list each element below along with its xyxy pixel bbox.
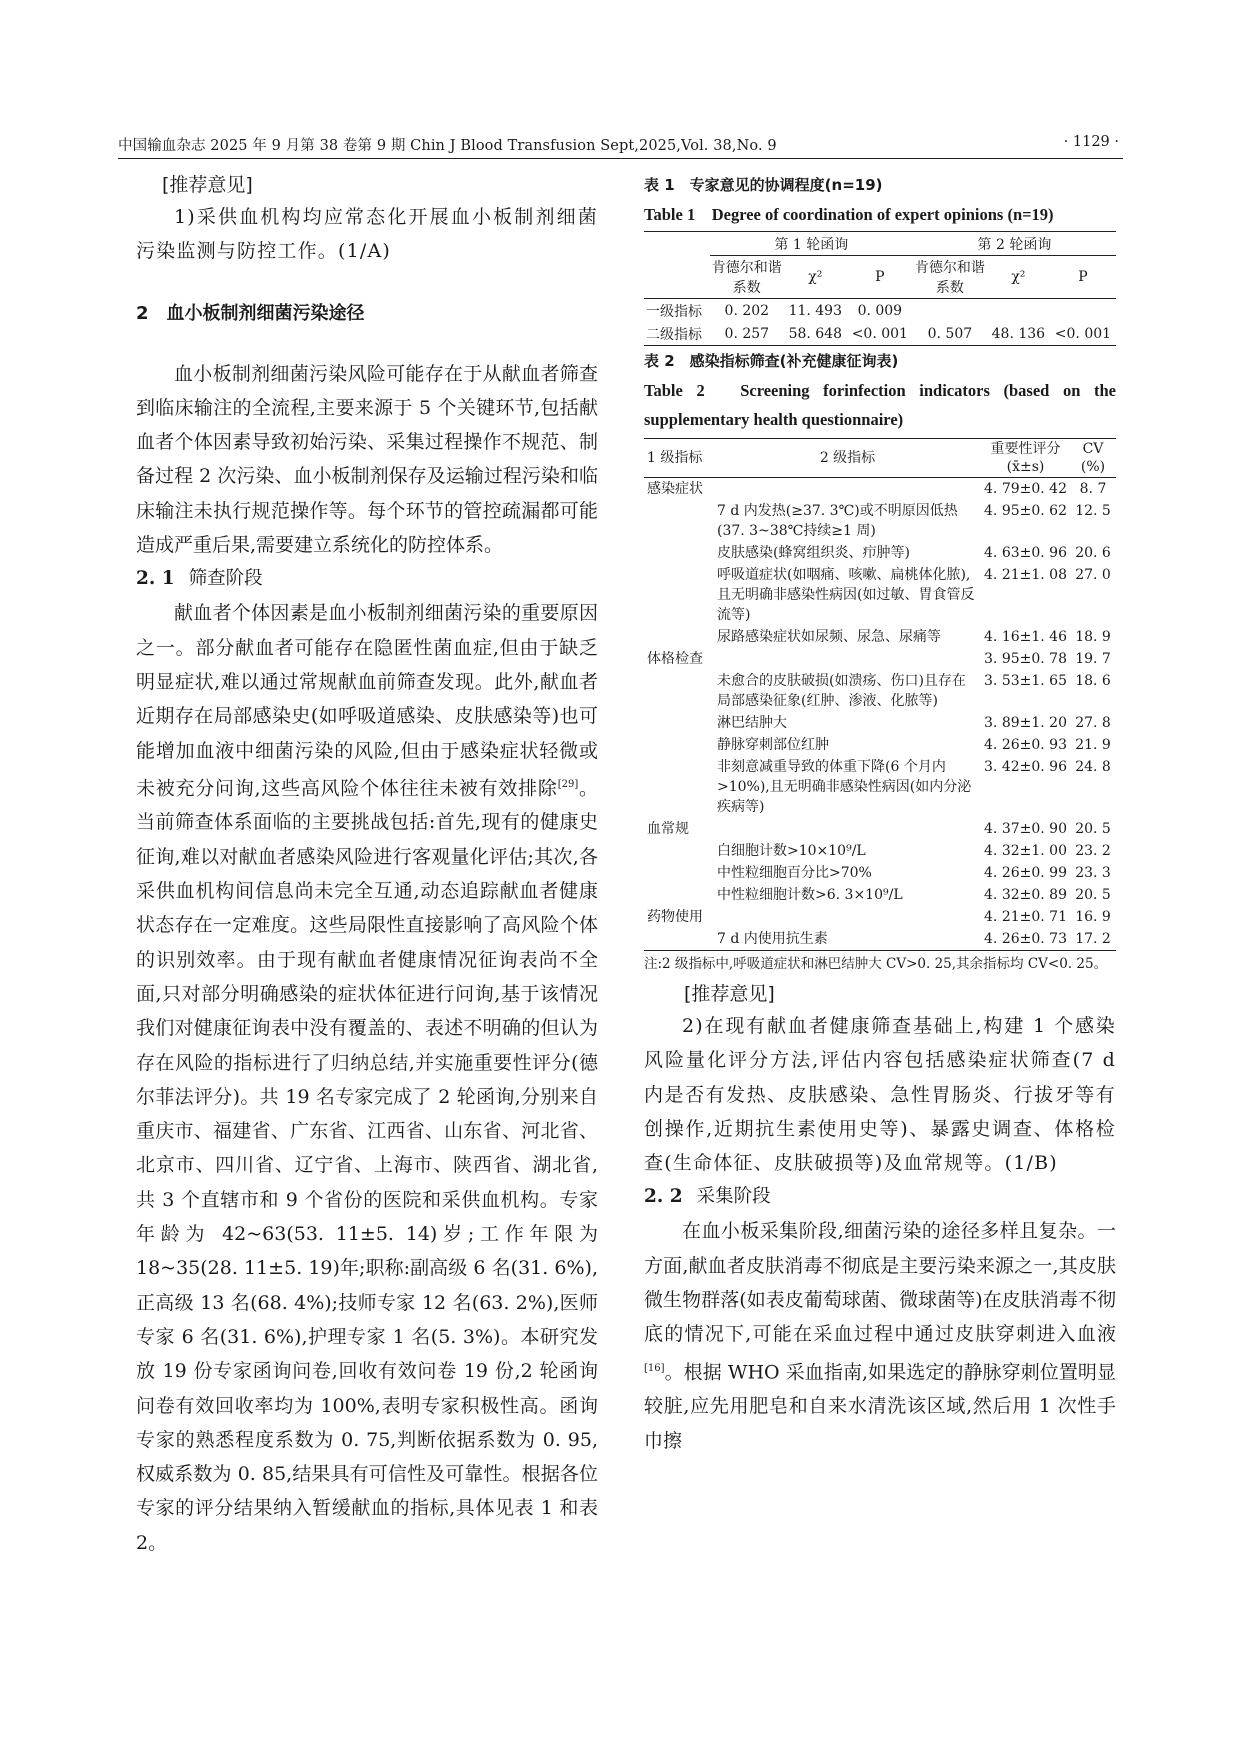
round1-header: 第 1 轮函询 [710, 232, 913, 256]
paragraph-intro: 血小板制剂细菌污染风险可能存在于从献血者筛查到临床输注的全流程,主要来源于 5 个关键环节,包括献血者个体因素导致初始污染、采集过程操作不规范、制备过程 2 次污染、血小板制剂保存及运输过程污染和临床输注未执行规范操作等。每个环节的管控疏漏都可能造成严重后果,需要建立系统化的防控体系。 [136, 362, 598, 557]
level1-cell [644, 734, 714, 756]
cv-cell: 20. 6 [1075, 545, 1111, 561]
cv-cell: 27. 8 [1075, 715, 1111, 731]
level2-cell: 非刻意减重导致的体重下降(6 个月内>10%),且无明确非感染性病因(如内分泌疾病等) [717, 759, 972, 815]
score-cell: 4. 37±0. 90 [984, 821, 1067, 837]
score-cell: 4. 26±0. 99 [984, 865, 1067, 881]
level2-cell: 中性粒细胞计数>6. 3×10⁹/L [717, 887, 903, 903]
col-p: P [1050, 256, 1116, 299]
table2-row [644, 862, 1116, 884]
col-kendall: 肯德尔和谐系数 [710, 256, 784, 299]
level1-cell [644, 840, 714, 862]
table-2 [644, 438, 1116, 951]
table2-caption-cn: 表 2 感染指标筛查(补充健康征询表) [644, 352, 899, 370]
table-cell: 48. 136 [991, 325, 1046, 342]
subsection-title: 筛查阶段 [188, 568, 263, 590]
recommendation-1: 1)采供血机构均应常态化开展血小板制剂细菌污染监测与防控工作。(1/A) [136, 206, 598, 263]
level2-cell: 呼吸道症状(如咽痛、咳嗽、扁桃体化脓),且无明确非感染性病因(如过敏、胃食管反流等) [717, 567, 975, 623]
table-cell: 58. 648 [788, 325, 842, 342]
cv-cell: 19. 7 [1075, 651, 1111, 667]
table2-row [644, 500, 1116, 542]
cv-cell: 24. 8 [1075, 759, 1111, 775]
paragraph-text: 在血小板采集阶段,细菌污染的途径多样且复杂。一方面,献血者皮肤消毒不彻底是主要污染来源之一,其皮肤微生物群落(如表皮葡萄球菌、微球菌等)在皮肤消毒不彻底的情况下,可能在采血过程中通过皮肤穿刺进入血液 [644, 1220, 1116, 1346]
citation-ref[interactable]: [29] [557, 778, 579, 790]
score-cell: 4. 79±0. 42 [984, 481, 1067, 497]
col-score: 重要性评分 (x̄±s) [981, 439, 1070, 478]
paragraph-screening [136, 596, 598, 1560]
level2-cell: 7 d 内使用抗生素 [717, 931, 828, 947]
level1-cell: 血常规 [647, 821, 689, 837]
cv-cell: 23. 3 [1075, 865, 1111, 881]
table-cell [913, 299, 987, 323]
cv-cell: 27. 0 [1075, 567, 1111, 583]
score-cell: 4. 26±0. 93 [984, 737, 1067, 753]
table2-row [644, 818, 1116, 840]
subsection-title: 采集阶段 [696, 1186, 771, 1208]
table2-row [644, 670, 1116, 712]
table2-row [644, 928, 1116, 951]
table2-caption-en: Table 2 Screening forinfection indicators (based on the supplementary health questionnaire) [644, 381, 1116, 429]
row-label: 二级指标 [646, 326, 702, 343]
score-cell: 4. 32±1. 00 [984, 843, 1067, 859]
table-cell: 0. 507 [927, 325, 973, 342]
cv-cell: 20. 5 [1075, 887, 1111, 903]
level1-cell [644, 670, 714, 712]
level1-cell [644, 884, 714, 906]
score-cell: 4. 21±1. 08 [984, 567, 1067, 583]
table-cell: 0. 202 [724, 302, 770, 319]
subsection-number: 2. 1 [136, 568, 175, 590]
level2-cell [714, 478, 981, 501]
level1-cell [644, 542, 714, 564]
col-chi: χ² [987, 256, 1050, 299]
col-p: P [847, 256, 913, 299]
cv-cell: 18. 6 [1075, 673, 1111, 689]
table2-row [644, 840, 1116, 862]
cv-cell: 23. 2 [1075, 843, 1111, 859]
cv-cell: 8. 7 [1079, 481, 1107, 497]
paragraph-text: 。根据 WHO 采血指南,如果选定的静脉穿刺位置明显较脏,应先用肥皂和自来水清洗该区域,然后用 1 次性手巾擦 [644, 1361, 1116, 1452]
table-cell [987, 299, 1050, 323]
subsection-number: 2. 2 [644, 1186, 683, 1208]
col-cv: CV (%) [1070, 439, 1116, 478]
level2-cell: 中性粒细胞百分比>70% [717, 865, 872, 881]
table2-row [644, 906, 1116, 928]
level1-cell: 药物使用 [647, 909, 703, 925]
score-cell: 3. 95±0. 78 [984, 651, 1067, 667]
table2-row [644, 712, 1116, 734]
level2-cell: 白细胞计数>10×10⁹/L [717, 843, 866, 859]
table2-row [644, 542, 1116, 564]
level2-cell [714, 648, 981, 670]
cv-cell: 12. 5 [1075, 503, 1111, 519]
paragraph-text: 献血者个体因素是血小板制剂细菌污染的重要原因之一。部分献血者可能存在隐匿性菌血症,但由于缺乏明显症状,难以通过常规献血前筛查发现。此外,献血者近期存在局部感染史(如呼吸道感染、皮肤感染等)也可能增加血液中细菌污染的风险,但由于感染症状轻微或未被充分问询,这些高风险个体往往未被有效排除 [136, 602, 598, 800]
col-level1: 1 级指标 [644, 439, 714, 478]
level1-cell: 体格检查 [647, 651, 703, 667]
table-cell: <0. 001 [851, 325, 908, 342]
level2-cell: 静脉穿刺部位红肿 [717, 737, 829, 753]
level2-cell [714, 906, 981, 928]
page-number: · 1129 · [1063, 134, 1119, 150]
level1-cell [644, 626, 714, 648]
row-label: 一级指标 [646, 303, 702, 320]
table1-row [644, 322, 1116, 346]
table-1 [644, 231, 1116, 346]
score-cell: 3. 42±0. 96 [984, 759, 1067, 775]
cv-cell: 18. 9 [1075, 629, 1111, 645]
left-column [136, 170, 598, 1560]
journal-citation: 中国输血杂志 2025 年 9 月第 38 卷第 9 期 Chin J Blood Transfusion Sept,2025,Vol. 38,No. 9 [118, 138, 777, 154]
level1-cell [644, 756, 714, 818]
table2-row [644, 734, 1116, 756]
level1-cell [644, 564, 714, 626]
paragraph-collection [644, 1214, 1116, 1457]
table2-row [644, 478, 1116, 501]
table1-caption-en: Table 1 Degree of coordination of expert opinions (n=19) [644, 205, 1054, 224]
section-title: 2 血小板制剂细菌污染途径 [136, 302, 365, 324]
score-cell: 4. 32±0. 89 [984, 887, 1067, 903]
citation-ref[interactable]: [16] [644, 1362, 665, 1374]
level1-cell [644, 862, 714, 884]
level2-cell: 未愈合的皮肤破损(如溃疡、伤口)且存在局部感染征象(红肿、渗液、化脓等) [717, 673, 966, 709]
col-chi: χ² [784, 256, 847, 299]
cv-cell: 20. 5 [1075, 821, 1111, 837]
score-cell: 4. 95±0. 62 [984, 503, 1067, 519]
table1-caption-cn: 表 1 专家意见的协调程度(n=19) [644, 176, 883, 194]
table-cell: <0. 001 [1054, 325, 1112, 342]
level2-cell: 7 d 内发热(≥37. 3℃)或不明原因低热(37. 3~38℃持续≥1 周) [717, 503, 958, 539]
score-cell: 4. 21±0. 71 [984, 909, 1067, 925]
table2-note: 注:2 级指标中,呼吸道症状和淋巴结肿大 CV>0. 25,其余指标均 CV<0. 25。 [644, 956, 1108, 972]
level1-cell: 感染症状 [647, 481, 703, 497]
recommendation-title: [推荐意见] [162, 174, 253, 196]
level2-cell: 淋巴结肿大 [717, 715, 787, 731]
score-cell: 3. 53±1. 65 [984, 673, 1067, 689]
level2-cell [714, 818, 981, 840]
cv-cell: 17. 2 [1075, 931, 1111, 947]
table-cell: 11. 493 [788, 302, 842, 319]
level1-cell [644, 500, 714, 542]
score-cell: 4. 26±0. 73 [984, 931, 1067, 947]
col-level2: 2 级指标 [714, 439, 981, 478]
table2-row [644, 884, 1116, 906]
subsection-2-1 [136, 562, 598, 596]
table-cell: 0. 257 [724, 325, 770, 342]
score-cell: 3. 89±1. 20 [984, 715, 1067, 731]
recommendation-title: [推荐意见] [684, 983, 775, 1005]
table2-row [644, 756, 1116, 818]
score-cell: 4. 16±1. 46 [984, 629, 1067, 645]
table2-row [644, 564, 1116, 626]
level1-cell [644, 928, 714, 951]
col-kendall: 肯德尔和谐系数 [913, 256, 987, 299]
table-cell [1050, 299, 1116, 323]
table1-row [644, 299, 1116, 323]
table2-row [644, 626, 1116, 648]
table2-row [644, 648, 1116, 670]
right-column [644, 170, 1116, 1458]
cv-cell: 16. 9 [1075, 909, 1111, 925]
level1-cell [644, 712, 714, 734]
level2-cell: 皮肤感染(蜂窝组织炎、疖肿等) [717, 545, 910, 561]
running-header [118, 132, 1123, 159]
subsection-2-2 [644, 1180, 1116, 1214]
cv-cell: 21. 9 [1075, 737, 1111, 753]
recommendation-2: 2)在现有献血者健康筛查基础上,构建 1 个感染风险量化评分方法,评估内容包括感染症状筛查(7 d 内是否有发热、皮肤感染、急性胃肠炎、行拔牙等有创操作,近期抗生素使用史等)、暴露史调查、体格检查(生命体征、皮肤破损等)及血常规等。(1/B) [644, 1015, 1116, 1175]
level2-cell: 尿路感染症状如尿频、尿急、尿痛等 [717, 629, 941, 645]
score-cell: 4. 63±0. 96 [984, 545, 1067, 561]
round2-header: 第 2 轮函询 [913, 232, 1116, 256]
table-cell: 0. 009 [857, 302, 903, 319]
paragraph-text: 。当前筛查体系面临的主要挑战包括:首先,现有的健康史征询,难以对献血者感染风险进行客观量化评估;其次,各采供血机构间信息尚未完全互通,动态追踪献血者健康状态存在一定难度。这些局限性直接影响了高风险个体的识别效率。由于现有献血者健康情况征询表尚不全面,只对部分明确感染的症状体征进行问询,基于该情况我们对健康征询表中没有覆盖的、表述不明确的但认为存在风险的指标进行了归纳总结,并实施重要性评分(德尔菲法评分)。共 19 名专家完成了 2 轮函询,分别来自重庆市、福建省、广东省、江西省、山东省、河北省、北京市、四川省、辽宁省、上海市、陕西省、湖北省,共 3 个直辖市和 9 个省份的医院和采供血机构。专家年龄为 42~63(53. 11±5. 14)岁;工作年限为 18~35(28. 11±5. 19)年;职称:副高级 6 名(31. 6%),正高级 13 名(68. 4%);技师专家 12 名(63. 2%),医师专家 6 名(31. 6%),护理专家 1 名(5. 3%)。本研究发放 19 份专家函询问卷,回收有效问卷 19 份,2 轮函询问卷有效回收率均为 100%,表明专家积极性高。函询专家的熟悉程度系数为 0. 75,判断依据系数为 0. 95,权威系数为 0. 85,结果具有可信性及可靠性。根据各位专家的评分结果纳入暂缓献血的指标,具体见表 1 和表 2。 [136, 777, 598, 1554]
